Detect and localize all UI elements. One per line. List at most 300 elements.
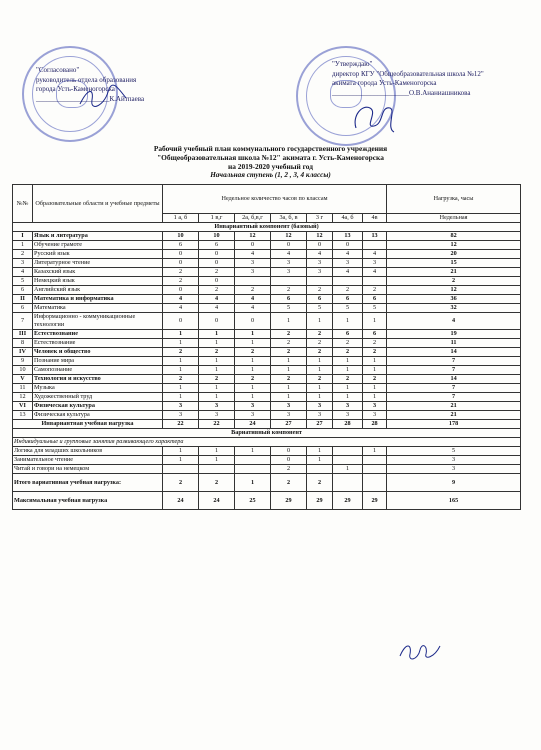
hours-cell: 2 — [307, 330, 333, 339]
table-row — [13, 295, 521, 304]
signature-bottom — [398, 640, 442, 664]
hours-cell: 1 — [271, 393, 307, 402]
hours-cell — [363, 277, 387, 286]
hours-cell: 3 — [271, 268, 307, 277]
hours-cell: 2 — [363, 286, 387, 295]
row-number: 1 — [13, 241, 33, 250]
table-row — [13, 375, 521, 384]
hours-cell: 12 — [235, 232, 271, 241]
hours-cell: 4 — [363, 268, 387, 277]
hours-cell: 0 — [199, 313, 235, 330]
hours-cell: 0 — [199, 277, 235, 286]
row-number: 9 — [13, 357, 33, 366]
weekly-total: 4 — [387, 313, 521, 330]
hours-cell: 0 — [163, 259, 199, 268]
hours-cell: 2 — [199, 375, 235, 384]
hours-cell: 1 — [199, 357, 235, 366]
weekly-total: 82 — [387, 232, 521, 241]
hours-cell: 1 — [235, 366, 271, 375]
hours-cell: 0 — [163, 286, 199, 295]
hours-cell: 5 — [333, 304, 363, 313]
hours-cell: 1 — [307, 366, 333, 375]
hours-cell: 6 — [199, 241, 235, 250]
subject-name: Самопознание — [33, 366, 163, 375]
hours-cell: 29 — [271, 492, 307, 510]
table-row — [13, 429, 521, 438]
hours-cell: 25 — [235, 492, 271, 510]
hours-cell: 3 — [333, 402, 363, 411]
hours-cell: 4 — [333, 250, 363, 259]
approve-line: директор КГУ "Общеобразовательная школа №12" — [332, 69, 484, 78]
hours-cell: 24 — [199, 492, 235, 510]
table-row — [13, 286, 521, 295]
hours-cell: 2 — [163, 348, 199, 357]
hours-cell: 1 — [235, 330, 271, 339]
hours-cell — [307, 277, 333, 286]
hours-cell: 2 — [271, 348, 307, 357]
hours-cell: 2 — [333, 286, 363, 295]
weekly-total: 11 — [387, 339, 521, 348]
hours-cell: 2 — [271, 474, 307, 492]
agree-line: руководитель отдела образования — [36, 75, 137, 84]
table-row — [13, 268, 521, 277]
hours-cell: 3 — [199, 411, 235, 420]
variant-intro: Индивидуальные и групповые занятия развивающего характера — [13, 438, 521, 447]
hours-cell: 0 — [235, 241, 271, 250]
hours-cell: 2 — [363, 339, 387, 348]
section-invariant: Инвариантный компонент (базовый) — [13, 223, 521, 232]
signature-left — [78, 84, 128, 110]
hours-cell: 1 — [235, 393, 271, 402]
variant-total: 3 — [387, 465, 521, 474]
header-class: 1 в,г — [199, 214, 235, 223]
subject-name: Язык и литература — [33, 232, 163, 241]
hours-cell — [333, 474, 363, 492]
hours-cell: 1 — [199, 330, 235, 339]
hours-cell: 4 — [163, 295, 199, 304]
hours-cell: 2 — [163, 474, 199, 492]
hours-cell: 1 — [235, 474, 271, 492]
weekly-total: 7 — [387, 357, 521, 366]
subject-name: Литературное чтение — [33, 259, 163, 268]
table-row — [13, 339, 521, 348]
hours-cell: 0 — [199, 259, 235, 268]
subject-name: Английский язык — [33, 286, 163, 295]
row-number: I — [13, 232, 33, 241]
hours-cell: 5 — [271, 304, 307, 313]
hours-cell: 1 — [307, 393, 333, 402]
hours-cell: 28 — [363, 420, 387, 429]
hours-cell: 1 — [333, 393, 363, 402]
table-row — [13, 366, 521, 375]
row-number: V — [13, 375, 33, 384]
approve-line: акимата города Усть-Каменогорска — [332, 79, 437, 87]
hours-cell: 1 — [363, 366, 387, 375]
hours-cell: 2 — [307, 474, 333, 492]
hours-cell: 0 — [199, 250, 235, 259]
table-row — [13, 411, 521, 420]
document-subtitle: Начальная ступень (1, 2 , 3, 4 классы) — [210, 171, 331, 179]
hours-cell: 3 — [307, 411, 333, 420]
table-row — [13, 465, 521, 474]
hours-cell: 4 — [235, 304, 271, 313]
hours-cell: 6 — [363, 295, 387, 304]
hours-cell: 0 — [235, 313, 271, 330]
agree-line: "Согласовано" — [36, 66, 80, 74]
hours-cell: 0 — [271, 447, 307, 456]
row-number: 6 — [13, 304, 33, 313]
table-row — [13, 241, 521, 250]
hours-cell: 13 — [363, 232, 387, 241]
hours-cell: 12 — [307, 232, 333, 241]
hours-cell: 2 — [199, 474, 235, 492]
hours-cell — [333, 447, 363, 456]
hours-cell: 4 — [271, 250, 307, 259]
row-number: 4 — [13, 268, 33, 277]
hours-cell: 1 — [307, 456, 333, 465]
hours-cell: 4 — [363, 250, 387, 259]
hours-cell: 1 — [271, 313, 307, 330]
weekly-total: 14 — [387, 348, 521, 357]
hours-cell: 1 — [163, 330, 199, 339]
hours-cell: 2 — [363, 375, 387, 384]
hours-cell: 1 — [163, 339, 199, 348]
hours-cell: 3 — [235, 268, 271, 277]
hours-cell: 4 — [235, 250, 271, 259]
hours-cell: 0 — [333, 241, 363, 250]
hours-cell: 2 — [307, 375, 333, 384]
signature-right — [350, 98, 398, 136]
hours-cell — [235, 277, 271, 286]
subject-name: Информационно - коммуникационные технологии — [33, 313, 163, 330]
hours-cell: 6 — [163, 241, 199, 250]
hours-cell: 2 — [271, 465, 307, 474]
table-row — [13, 304, 521, 313]
subject-name: Обучение грамоте — [33, 241, 163, 250]
header-class: 2а, б,в,г — [235, 214, 271, 223]
hours-cell: 2 — [235, 348, 271, 357]
hours-cell: 4 — [163, 304, 199, 313]
hours-cell: 0 — [163, 313, 199, 330]
hours-cell: 3 — [363, 411, 387, 420]
weekly-total: 19 — [387, 330, 521, 339]
subject-name: Естествознание — [33, 339, 163, 348]
hours-cell: 6 — [333, 295, 363, 304]
hours-cell: 6 — [271, 295, 307, 304]
hours-cell: 5 — [363, 304, 387, 313]
hours-cell — [363, 465, 387, 474]
invariant-total-value: 178 — [387, 420, 521, 429]
hours-cell: 1 — [363, 447, 387, 456]
header-num: №№ — [13, 185, 33, 223]
hours-cell: 2 — [235, 286, 271, 295]
invariant-total-label: Инвариантная учебная нагрузка — [13, 420, 163, 429]
subject-name: Математика и информатика — [33, 295, 163, 304]
hours-cell: 3 — [307, 402, 333, 411]
header-class: 4а, б — [333, 214, 363, 223]
hours-cell: 1 — [333, 357, 363, 366]
hours-cell: 2 — [333, 339, 363, 348]
title-line: на 2019-2020 учебный год — [227, 162, 314, 171]
hours-cell: 1 — [199, 456, 235, 465]
subject-name: Познание мира — [33, 357, 163, 366]
hours-cell: 3 — [271, 259, 307, 268]
hours-cell: 1 — [307, 447, 333, 456]
hours-cell: 13 — [333, 232, 363, 241]
hours-cell: 24 — [163, 492, 199, 510]
header-class: 1 а, б — [163, 214, 199, 223]
hours-cell — [199, 465, 235, 474]
title-line: Рабочий учебный план коммунального государственного учреждения — [153, 144, 388, 153]
hours-cell: 22 — [163, 420, 199, 429]
subject-name: Художественный труд — [33, 393, 163, 402]
hours-cell: 3 — [307, 268, 333, 277]
table-row — [13, 223, 521, 232]
table-row — [13, 259, 521, 268]
row-number: 7 — [13, 313, 33, 330]
table-row — [13, 313, 521, 330]
row-number: II — [13, 295, 33, 304]
hours-cell: 1 — [235, 339, 271, 348]
table-row — [13, 348, 521, 357]
hours-cell: 1 — [307, 384, 333, 393]
hours-cell: 1 — [271, 357, 307, 366]
table-row — [13, 330, 521, 339]
variant-subject: Читай и говори на немецком — [13, 465, 163, 474]
variant-subject: Занимательное чтение — [13, 456, 163, 465]
hours-cell: 29 — [307, 492, 333, 510]
hours-cell — [333, 277, 363, 286]
table-row — [13, 492, 521, 510]
hours-cell: 6 — [307, 295, 333, 304]
hours-cell: 4 — [199, 304, 235, 313]
hours-cell — [235, 465, 271, 474]
hours-cell: 1 — [271, 384, 307, 393]
hours-cell: 1 — [333, 366, 363, 375]
hours-cell: 2 — [199, 348, 235, 357]
row-number: 10 — [13, 366, 33, 375]
hours-cell: 0 — [307, 241, 333, 250]
hours-cell: 0 — [271, 241, 307, 250]
hours-cell: 3 — [235, 259, 271, 268]
hours-cell: 1 — [199, 447, 235, 456]
hours-cell: 3 — [363, 259, 387, 268]
hours-cell: 27 — [271, 420, 307, 429]
table-row — [13, 420, 521, 429]
header-load: Нагрузка, часы — [387, 185, 521, 214]
hours-cell: 28 — [333, 420, 363, 429]
hours-cell — [163, 465, 199, 474]
header-subject: Образовательные области и учебные предметы — [33, 185, 163, 223]
hours-cell: 6 — [363, 330, 387, 339]
row-number: 12 — [13, 393, 33, 402]
weekly-total: 7 — [387, 384, 521, 393]
table-row — [13, 277, 521, 286]
weekly-total: 36 — [387, 295, 521, 304]
max-load-label: Максимальная учебная нагрузка — [13, 492, 163, 510]
variant-total: 5 — [387, 447, 521, 456]
table-row — [13, 447, 521, 456]
hours-cell: 1 — [235, 384, 271, 393]
header-load-weekly: Недельная — [387, 214, 521, 223]
hours-cell: 0 — [271, 456, 307, 465]
table-row — [13, 393, 521, 402]
weekly-total: 15 — [387, 259, 521, 268]
hours-cell: 29 — [363, 492, 387, 510]
hours-cell: 3 — [271, 411, 307, 420]
row-number: IV — [13, 348, 33, 357]
hours-cell: 4 — [235, 295, 271, 304]
header-class: 3а, б, в — [271, 214, 307, 223]
hours-cell: 2 — [307, 286, 333, 295]
hours-cell: 3 — [363, 402, 387, 411]
subject-name: Технология и искусство — [33, 375, 163, 384]
hours-cell: 2 — [271, 330, 307, 339]
hours-cell: 5 — [307, 304, 333, 313]
approve-block — [332, 60, 522, 98]
hours-cell: 2 — [307, 348, 333, 357]
row-number: 2 — [13, 250, 33, 259]
table-row — [13, 250, 521, 259]
hours-cell: 1 — [163, 393, 199, 402]
weekly-total: 12 — [387, 286, 521, 295]
row-number: 6 — [13, 286, 33, 295]
hours-cell: 24 — [235, 420, 271, 429]
hours-cell: 3 — [307, 259, 333, 268]
hours-cell: 1 — [363, 384, 387, 393]
hours-cell: 2 — [235, 375, 271, 384]
approve-line: ______________________О.В.Ананиашникова — [332, 88, 471, 97]
hours-cell: 2 — [271, 375, 307, 384]
hours-cell: 1 — [333, 465, 363, 474]
hours-cell: 1 — [363, 393, 387, 402]
hours-cell: 3 — [271, 402, 307, 411]
table-row — [13, 402, 521, 411]
hours-cell: 2 — [307, 339, 333, 348]
row-number: 13 — [13, 411, 33, 420]
hours-cell: 1 — [271, 366, 307, 375]
weekly-total: 12 — [387, 241, 521, 250]
hours-cell: 3 — [333, 411, 363, 420]
variant-total: 3 — [387, 456, 521, 465]
section-variant: Вариативный компонент — [13, 429, 521, 438]
hours-cell: 1 — [199, 366, 235, 375]
table-row — [13, 357, 521, 366]
hours-cell — [363, 474, 387, 492]
hours-cell: 2 — [199, 286, 235, 295]
table-row — [13, 438, 521, 447]
subject-name: Математика — [33, 304, 163, 313]
weekly-total: 7 — [387, 366, 521, 375]
header-class: 3 г — [307, 214, 333, 223]
hours-cell: 10 — [199, 232, 235, 241]
variant-total-label: Итого вариативная учебная нагрузка: — [13, 474, 163, 492]
subject-name: Музыка — [33, 384, 163, 393]
hours-cell: 29 — [333, 492, 363, 510]
weekly-total: 14 — [387, 375, 521, 384]
hours-cell: 2 — [163, 268, 199, 277]
document-title — [80, 144, 461, 171]
hours-cell: 0 — [163, 250, 199, 259]
hours-cell: 2 — [199, 268, 235, 277]
hours-cell — [363, 241, 387, 250]
hours-cell: 1 — [199, 339, 235, 348]
hours-cell: 3 — [235, 411, 271, 420]
table-row — [13, 474, 521, 492]
header-class: 4в — [363, 214, 387, 223]
table-row — [13, 384, 521, 393]
hours-cell: 3 — [163, 411, 199, 420]
hours-cell: 2 — [333, 348, 363, 357]
hours-cell: 2 — [333, 375, 363, 384]
curriculum-table — [12, 184, 521, 510]
max-load-value: 165 — [387, 492, 521, 510]
hours-cell: 2 — [163, 375, 199, 384]
hours-cell: 22 — [199, 420, 235, 429]
hours-cell: 2 — [271, 286, 307, 295]
variant-total-value: 9 — [387, 474, 521, 492]
hours-cell: 1 — [163, 447, 199, 456]
hours-cell: 1 — [163, 366, 199, 375]
title-line: "Общеобразовательная школа №12" акимата г. Усть-Каменогорска — [157, 153, 384, 162]
hours-cell: 3 — [333, 259, 363, 268]
approve-line: "Утверждаю" — [332, 60, 373, 68]
hours-cell — [235, 456, 271, 465]
header-weekly-hours: Недельное количество часов по классам — [163, 185, 387, 214]
subject-name: Естествознание — [33, 330, 163, 339]
row-number: III — [13, 330, 33, 339]
subject-name: Физическая культура — [33, 411, 163, 420]
table-row — [13, 232, 521, 241]
variant-subject: Логика для младших школьников — [13, 447, 163, 456]
weekly-total: 32 — [387, 304, 521, 313]
hours-cell: 4 — [199, 295, 235, 304]
row-number: 11 — [13, 384, 33, 393]
weekly-total: 21 — [387, 402, 521, 411]
hours-cell: 1 — [363, 313, 387, 330]
hours-cell — [271, 277, 307, 286]
hours-cell: 27 — [307, 420, 333, 429]
hours-cell: 1 — [363, 357, 387, 366]
hours-cell: 1 — [307, 313, 333, 330]
hours-cell: 4 — [333, 268, 363, 277]
subject-name: Физическая культура — [33, 402, 163, 411]
hours-cell: 3 — [235, 402, 271, 411]
weekly-total: 2 — [387, 277, 521, 286]
subject-name: Немецкий язык — [33, 277, 163, 286]
agree-line: города Усть-Каменогорска — [36, 85, 115, 93]
hours-cell: 4 — [307, 250, 333, 259]
hours-cell — [307, 465, 333, 474]
weekly-total: 20 — [387, 250, 521, 259]
hours-cell: 1 — [199, 384, 235, 393]
row-number: VI — [13, 402, 33, 411]
hours-cell: 2 — [363, 348, 387, 357]
hours-cell: 3 — [199, 402, 235, 411]
hours-cell: 10 — [163, 232, 199, 241]
table-row — [13, 456, 521, 465]
agree-line: _____________________К.Айтпаева — [36, 94, 145, 103]
hours-cell: 1 — [333, 384, 363, 393]
hours-cell: 2 — [271, 339, 307, 348]
hours-cell: 1 — [163, 357, 199, 366]
hours-cell: 1 — [163, 456, 199, 465]
hours-cell: 3 — [163, 402, 199, 411]
subject-name: Человек и общество — [33, 348, 163, 357]
hours-cell — [333, 456, 363, 465]
row-number: 5 — [13, 277, 33, 286]
row-number: 8 — [13, 339, 33, 348]
